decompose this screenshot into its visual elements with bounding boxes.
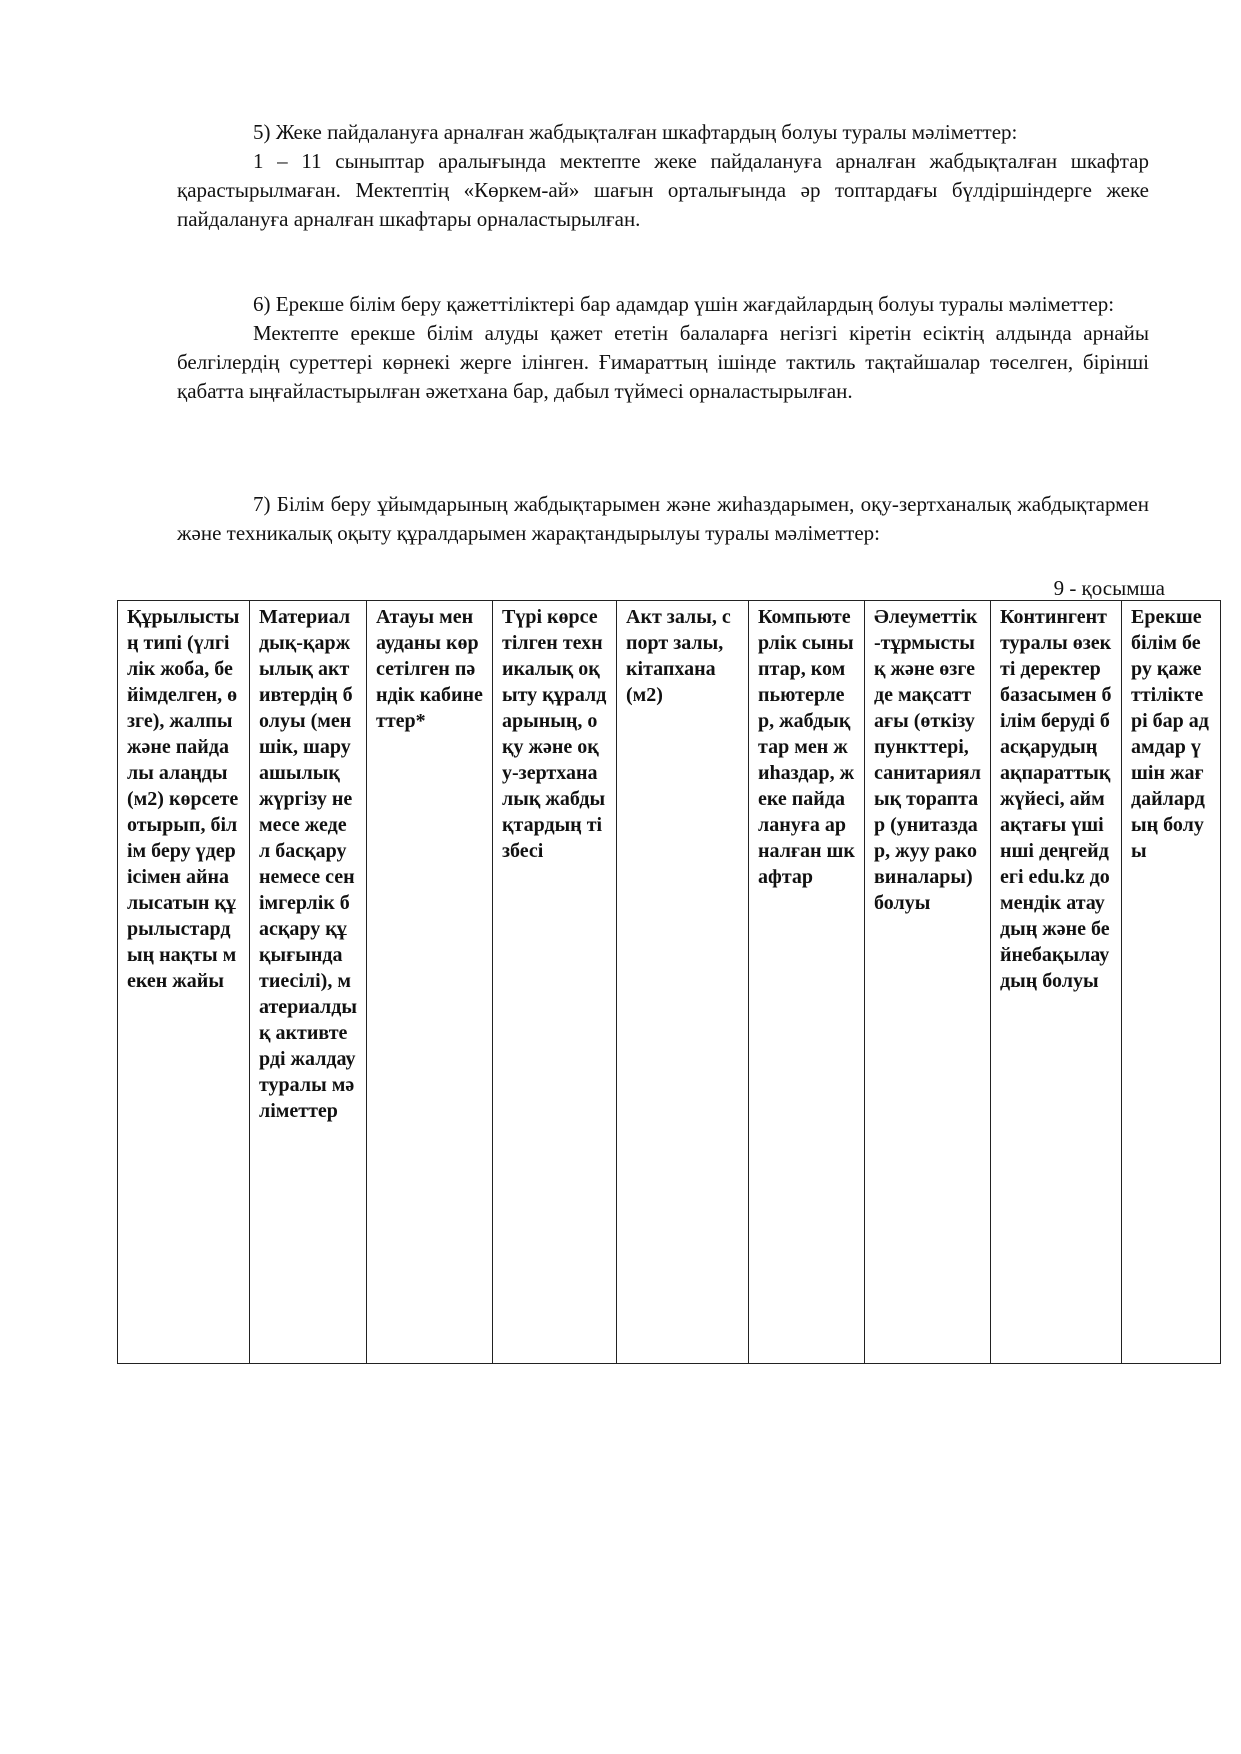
header-technical-equipment: Түрі көрсетілген техникалық оқыту құралдарының, оқу және оқу-зертханалық жабдықтардың тізбесі [493,601,617,1364]
header-material-assets: Материалдық-қаржылық активтердің болуы (меншік, шаруашылық жүргізу немесе жедел басқару немесе сенімгерлік басқару құқығында тиесілі), материалдық активтерді жалдау туралы мәліметтер [250,601,367,1364]
section-5 [177,118,1149,234]
header-special-needs: Ерекше білім беру қажеттіліктері бар адамдар үшін жағдайлардың болуы [1122,601,1221,1364]
section-6-body: Мектепте ерекше білім алуды қажет ететін балаларға негізгі кіретін есіктің алдында арнайы белгілердің суреттері көрнекі жерге ілінген. Ғимараттың ішінде тактиль тақтайшалар төселген, бірінші қабатта ыңғайластырылған әжетхана бар, дабыл түймесі орналастырылған. [177,321,1149,403]
header-building-type: Құрылыстың типі (үлгілік жоба, бейімделген, өзге), жалпы және пайдалы алаңды (м2) көрсете отырып, білім беру үдерісімен айналысатын құрылыстардың нақты мекен жайы [118,601,250,1364]
table-header-row [118,601,1221,1364]
section-7 [177,490,1149,548]
section-7-title: 7) Білім беру ұйымдарының жабдықтарымен және жиһаздарымен, оқу-зертханалық жабдықтармен және техникалық оқыту құралдарымен жарақтандырылуы туралы мәліметтер: [177,492,1149,545]
header-computer-classes: Компьютерлік сыныптар, компьютерлер, жабдықтар мен жиһаздар, жеке пайдалануға арналған шкафтар [749,601,865,1364]
section-6-title: 6) Ерекше білім беру қажеттіліктері бар адамдар үшін жағдайлардың болуы туралы мәліметтер: [253,292,1115,316]
header-subject-rooms: Атауы мен ауданы көрсетілген пәндік кабинеттер* [367,601,493,1364]
section-6 [177,290,1149,406]
section-5-title: 5) Жеке пайдалануға арналған жабдықталған шкафтардың болуы туралы мәліметтер: [253,120,1018,144]
header-social-facilities: Әлеуметтік-тұрмыстық және өзге де мақсаттағы (өткізу пункттері, санитариялық тораптар (унитаздар, жуу раковиналары) болуы [865,601,991,1364]
section-5-body: 1 – 11 сыныптар аралығында мектепте жеке пайдалануға арналған жабдықталған шкафтар қарастырылмаған. Мектептің «Көркем-ай» шағын орталығында әр топтардағы бүлдіршіндерге жеке пайдалануға арналған шкафтары орналастырылған. [177,149,1149,231]
equipment-table [117,600,1221,1364]
appendix-label: 9 - қосымша [1053,576,1165,600]
header-halls-library: Акт залы, спорт залы, кітапхана (м2) [617,601,749,1364]
header-information-system: Контингент туралы өзекті деректер базасымен білім беруді басқарудың ақпараттық жүйесі, аймақтағы үшінші деңгейдегі edu.kz домендік атаудың және бейнебақылаудың болуы [991,601,1122,1364]
